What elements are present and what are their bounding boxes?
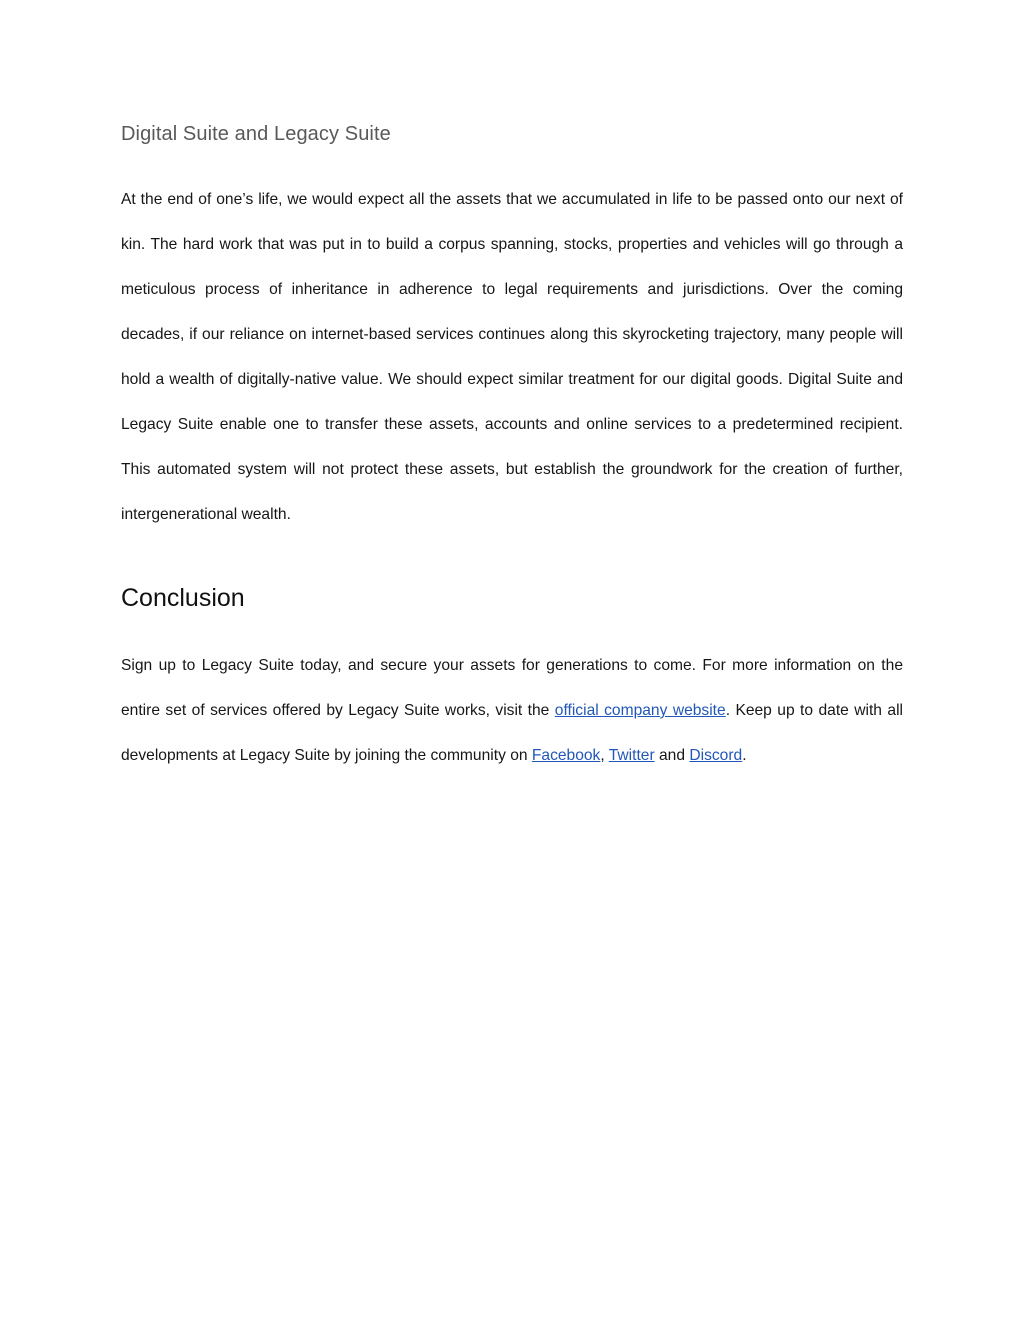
and-separator: and: [654, 747, 690, 764]
conclusion-heading: Conclusion: [121, 584, 245, 612]
conclusion-text-2: . Keep up to date with all developments at Legacy Suite by joining the community on: [121, 702, 903, 764]
conclusion-text-1: Sign up to Legacy Suite today, and secure your assets for generations to come. For more information on the entire set of services offered by Legacy Suite works, visit the: [121, 657, 903, 719]
facebook-link[interactable]: Facebook: [531, 747, 601, 764]
section-subtitle: Digital Suite and Legacy Suite: [121, 123, 391, 145]
document-content: [121, 117, 903, 778]
twitter-link[interactable]: Twitter: [608, 747, 655, 764]
comma-separator: ,: [600, 747, 609, 764]
section-paragraph: At the end of one’s life, we would expect all the assets that we accumulated in life to be passed onto our next of kin. The hard work that was put in to build a corpus spanning, stocks, properties and vehicles will go through a meticulous process of inheritance in adherence to legal requirements and jurisdictions. Over the coming decades, if our reliance on internet-based services continues along this skyrocketing trajectory, many people will hold a wealth of digitally-native value. We should expect similar treatment for our digital goods. Digital Suite and Legacy Suite enable one to transfer these assets, accounts and online services to a predetermined recipient. This automated system will not protect these assets, but establish the groundwork for the creation of further, intergenerational wealth.: [121, 191, 903, 523]
discord-link[interactable]: Discord: [689, 747, 743, 764]
conclusion-period: .: [742, 747, 747, 764]
conclusion-paragraph: [121, 643, 903, 778]
official-website-link[interactable]: official company website: [554, 702, 726, 719]
